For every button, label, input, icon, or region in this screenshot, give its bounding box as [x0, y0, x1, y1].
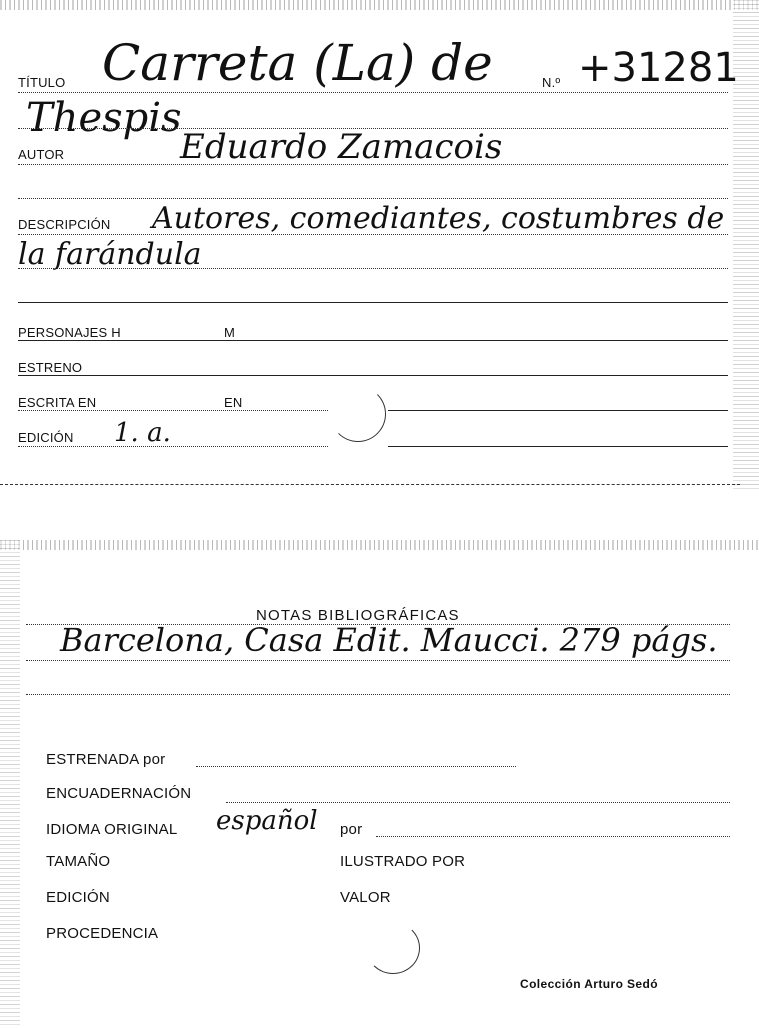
faint-stamp-circle [330, 386, 386, 442]
titulo-value: Carreta (La) de [102, 34, 493, 92]
notas-line-3 [26, 694, 730, 695]
notas-line [26, 624, 730, 625]
edicion-value: 1. a. [114, 418, 171, 448]
escrita-en-label: EN [224, 395, 243, 410]
autor-value: Eduardo Zamacois [180, 127, 503, 167]
ilustrado-label: ILUSTRADO POR [340, 853, 466, 870]
autor-label: AUTOR [18, 147, 65, 162]
escrita-label: ESCRITA EN [18, 395, 97, 410]
edicion-label: EDICIÓN [18, 430, 74, 445]
numero-value: +31281 [578, 45, 739, 91]
escrita-line-b [388, 410, 728, 411]
edicion-line-a [18, 446, 328, 447]
personajes-label: PERSONAJES H [18, 325, 121, 340]
coleccion-footer: Colección Arturo Sedó [520, 977, 658, 991]
encuadernacion-label: ENCUADERNACIÓN [46, 785, 192, 802]
escrita-line-a [18, 410, 328, 411]
titulo-continuation: Thespis [26, 95, 182, 141]
edicion-back-label: EDICIÓN [46, 889, 110, 906]
valor-label: VALOR [340, 889, 391, 906]
idioma-value: español [216, 806, 318, 836]
card-bottom-edge [0, 484, 740, 485]
idioma-line [376, 836, 730, 837]
notas-label: NOTAS BIBLIOGRÁFICAS [256, 607, 460, 624]
personajes-line [18, 340, 728, 341]
descripcion-continuation: la farándula [18, 237, 202, 272]
tamano-label: TAMAÑO [46, 853, 111, 870]
card-top-edge [0, 0, 759, 10]
blank-line-1 [18, 198, 728, 199]
idioma-label: IDIOMA ORIGINAL [46, 821, 178, 838]
catalog-card-back [0, 540, 759, 1028]
personajes-m-label: M [224, 325, 236, 340]
numero-label: N.º [542, 75, 561, 90]
encuadernacion-line [226, 802, 730, 803]
descripcion-line [18, 234, 728, 235]
estrenada-label: ESTRENADA por [46, 751, 166, 768]
edicion-line-b [388, 446, 728, 447]
faint-stamp-circle [366, 922, 420, 974]
estrenada-line [196, 766, 516, 767]
card-top-edge [0, 540, 759, 550]
estreno-line [18, 375, 728, 376]
autor-line [18, 164, 728, 165]
descripcion-line-2 [18, 268, 728, 269]
estreno-label: ESTRENO [18, 360, 83, 375]
procedencia-label: PROCEDENCIA [46, 925, 159, 942]
notas-value: Barcelona, Casa Edit. Maucci. 279 págs. [60, 621, 718, 659]
descripcion-line-3 [18, 302, 728, 303]
descripcion-value: Autores, comediantes, costumbres de [152, 201, 725, 236]
titulo-line [18, 92, 728, 93]
titulo-label: TÍTULO [18, 75, 66, 90]
idioma-por-label: por [340, 821, 363, 838]
catalog-card-front [0, 0, 759, 492]
descripcion-label: DESCRIPCIÓN [18, 217, 111, 232]
card-left-edge [0, 540, 20, 1028]
notas-line-2 [26, 660, 730, 661]
